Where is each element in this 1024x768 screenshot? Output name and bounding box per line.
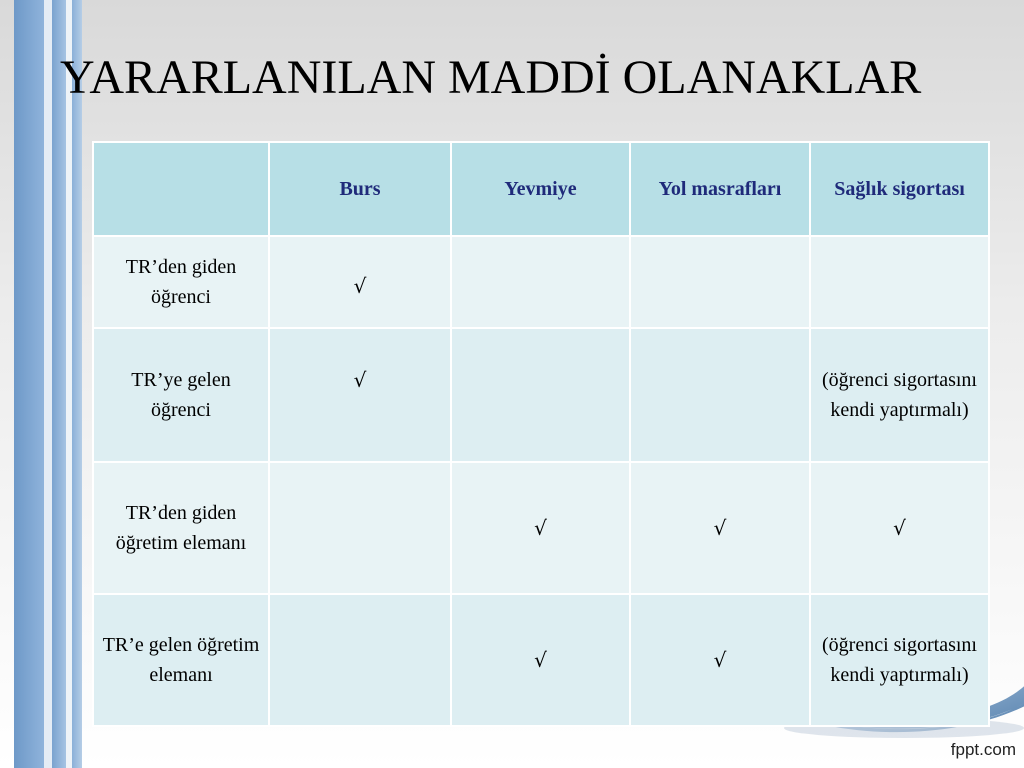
table-cell: √ [269,328,451,462]
table-cell: √ [630,462,810,594]
table-cell: √ [451,594,630,726]
table-cell: √ [810,462,989,594]
header-cell-saglik-sigortasi: Sağlık sigortası [810,142,989,236]
header-cell-yol-masraflari: Yol masrafları [630,142,810,236]
row-label: TR’ye gelen öğrenci [93,328,269,462]
header-cell-empty [93,142,269,236]
table-cell [810,236,989,328]
header-cell-yevmiye: Yevmiye [451,142,630,236]
slide-title: YARARLANILAN MADDİ OLANAKLAR [60,51,922,104]
brand-watermark: fppt.com [950,740,1016,759]
table-row [93,328,989,462]
table-cell [269,462,451,594]
row-label: TR’den giden öğretim elemanı [93,462,269,594]
decorative-stripe [14,0,44,768]
table-row [93,462,989,594]
table-cell: √ [451,462,630,594]
benefits-table [92,141,990,727]
table-cell [451,236,630,328]
table-cell: (öğrenci sigortasını kendi yaptırmalı) [810,594,989,726]
header-cell-burs: Burs [269,142,451,236]
table-cell [451,328,630,462]
table-cell: √ [269,236,451,328]
table-row [93,594,989,726]
row-label: TR’den giden öğrenci [93,236,269,328]
decorative-stripe [44,0,52,768]
table-cell [630,236,810,328]
table-row [93,236,989,328]
table-header-row [93,142,989,236]
decorative-stripe [52,0,66,768]
decorative-stripe [72,0,82,768]
table-cell [630,328,810,462]
table-cell: √ [630,594,810,726]
table-cell [269,594,451,726]
row-label: TR’e gelen öğretim elemanı [93,594,269,726]
table-cell: (öğrenci sigortasını kendi yaptırmalı) [810,328,989,462]
